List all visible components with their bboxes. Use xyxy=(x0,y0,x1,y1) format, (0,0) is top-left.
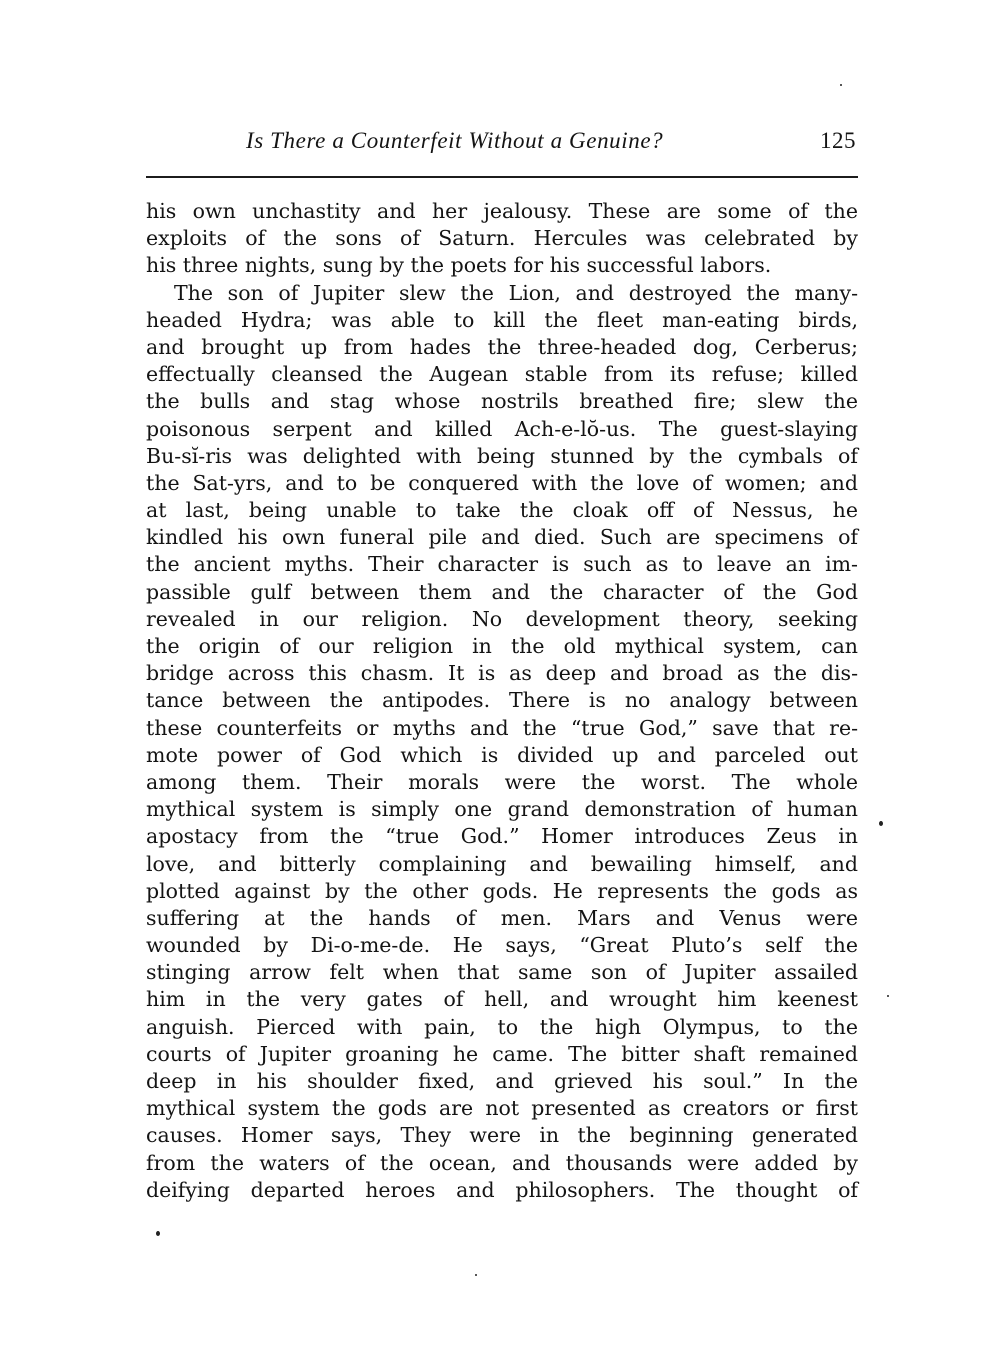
ink-speck xyxy=(840,84,842,86)
text-line: the Sat-yrs, and to be conquered with the love of women; and xyxy=(146,470,858,495)
text-line: bridge across this chasm. It is as deep and broad as the dis- xyxy=(146,661,858,686)
text-line: stinging arrow felt when that same son of Jupiter assailed xyxy=(146,960,858,985)
text-line: mythical system is simply one grand demonstration of human xyxy=(146,797,858,822)
text-line: his own unchastity and her jealousy. These are some of the xyxy=(146,199,858,223)
text-line: the bulls and stag whose nostrils breathed fire; slew the xyxy=(146,389,858,414)
text-line: headed Hydra; was able to kill the fleet man-eating birds, xyxy=(146,307,858,332)
ink-speck xyxy=(887,995,889,997)
ink-speck xyxy=(475,1274,477,1276)
text-line: apostacy from the “true God.” Homer introduces Zeus in xyxy=(146,824,858,849)
text-line: courts of Jupiter groaning he came. The bitter shaft remained xyxy=(146,1041,858,1066)
text-line: and brought up from hades the three-headed dog, Cerberus; xyxy=(146,334,858,359)
text-line: the ancient myths. Their character is such as to leave an im- xyxy=(146,552,858,577)
running-title: Is There a Counterfeit Without a Genuine? xyxy=(246,128,664,153)
text-line: passible gulf between them and the character of the God xyxy=(146,579,858,604)
body-text xyxy=(146,198,858,1204)
text-line: exploits of the sons of Saturn. Hercules was celebrated by xyxy=(146,226,858,251)
text-line: plotted against by the other gods. He represents the gods as xyxy=(146,878,858,903)
text-line: mythical system the gods are not presented as creators or first xyxy=(146,1096,858,1121)
text-line: Bu-sĭ-ris was delighted with being stunned by the cymbals of xyxy=(146,443,858,468)
header-rule xyxy=(146,176,858,178)
text-line: from the waters of the ocean, and thousands were added by xyxy=(146,1150,858,1175)
ink-speck xyxy=(879,821,883,826)
text-line: love, and bitterly complaining and bewailing himself, and xyxy=(146,851,858,876)
text-line: his three nights, sung by the poets for his successful labors. xyxy=(146,253,772,278)
text-line: mote power of God which is divided up and parceled out xyxy=(146,742,858,767)
text-line: deep in his shoulder fixed, and grieved his soul.” In the xyxy=(146,1069,858,1093)
page-number: 125 xyxy=(820,128,856,153)
text-line: the origin of our religion in the old mythical system, can xyxy=(146,634,858,658)
text-line: deifying departed heroes and philosophers. The thought of xyxy=(146,1177,858,1202)
text-line: causes. Homer says, They were in the beginning generated xyxy=(146,1123,858,1148)
text-line: tance between the antipodes. There is no analogy between xyxy=(146,688,858,713)
text-line: among them. Their morals were the worst. The whole xyxy=(146,769,858,794)
text-line: poisonous serpent and killed Ach-e-lŏ-us. The guest-slaying xyxy=(146,416,858,441)
ink-speck xyxy=(156,1231,160,1236)
text-line: wounded by Di-o-me-de. He says, “Great Pluto’s self the xyxy=(146,933,858,958)
text-line: him in the very gates of hell, and wrought him keenest xyxy=(146,987,858,1012)
text-line: effectually cleansed the Augean stable from its refuse; killed xyxy=(146,362,858,387)
text-line: at last, being unable to take the cloak off of Nessus, he xyxy=(146,498,858,523)
running-header xyxy=(146,128,858,162)
text-line: kindled his own funeral pile and died. Such are specimens of xyxy=(146,525,858,550)
text-line: The son of Jupiter slew the Lion, and destroyed the many- xyxy=(174,280,858,305)
text-line: anguish. Pierced with pain, to the high Olympus, to the xyxy=(146,1014,858,1039)
text-line: revealed in our religion. No development theory, seeking xyxy=(146,606,858,631)
text-line: suffering at the hands of men. Mars and Venus were xyxy=(146,905,858,930)
text-line: these counterfeits or myths and the “true God,” save that re- xyxy=(146,715,858,740)
